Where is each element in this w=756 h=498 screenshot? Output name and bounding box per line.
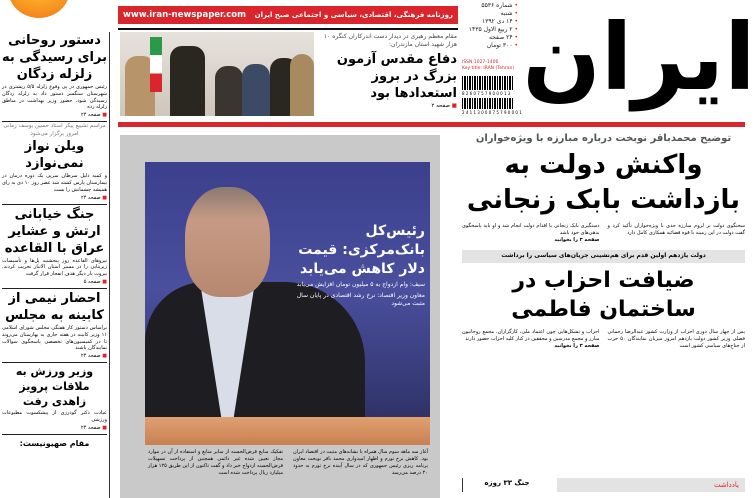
- story-text: احزاب و تشکل‌هایی چون اعتماد ملی، کارگزاران، مجمع روحانیون مبارز و مجمع مدرسین و محققین در کنار کلیه احزاب حضور دارند: [462, 328, 600, 342]
- issue-info: [462, 2, 518, 50]
- sun-logo: [8, 0, 70, 18]
- issn-number: ISSN 1027-1406: [462, 60, 499, 65]
- story[interactable]: [2, 205, 107, 289]
- red-divider: [118, 122, 745, 127]
- barcode-number: 2 4 1 1 3 0 0 0 7 5 7 9 0 0 0 1: [462, 110, 522, 115]
- top-story[interactable]: [318, 33, 457, 111]
- main-headline[interactable]: واکنش دولت به بازداشت بابک زنجانی: [466, 150, 741, 215]
- divider: [118, 28, 458, 30]
- page-count: • ۲۴ صفحه: [462, 34, 518, 42]
- story[interactable]: [2, 122, 107, 204]
- central-bank-photo: [145, 162, 430, 445]
- headline[interactable]: وزیر ورزش به ملاقات پرویز زاهدی رفت: [15, 365, 94, 409]
- page-ref: ■ صفحه ۲۴: [2, 112, 107, 119]
- right-column: [462, 132, 745, 350]
- story-text: رئیس جمهوری در پی وقوع زلزله ۵/۵ ریشتری در شهرستان سنگسر دستور داد به زلزله زدگان رسیدگی شود. حضور وزیر بهداشت در مناطق زلزله زده: [2, 84, 107, 111]
- story-text: و کمبه دلیل سرطان سرپی یک دوره درمان در بیمارستان پارس کشته شد عصر روز ۱۰ دی به رای همیشه چشمانش را بست: [2, 173, 107, 193]
- headline[interactable]: مقام صهیونیست:: [19, 438, 90, 448]
- website-link[interactable]: www.iran-newspaper.com: [123, 9, 247, 20]
- story-text: براساس دستور کار هفتگی مجلس شورای اسلامی ۱۱ وزیر کابینه در هفته جاری به بهارستان می‌روند تا در کمیسیون‌های تخصصی پاسخگوی سوالات نمایندگان باشند: [2, 324, 107, 352]
- story-body: [462, 223, 745, 244]
- page-ref: ■ صفحه ۵: [2, 279, 107, 286]
- story-text: نیروهای القاعده روز پنجشنبه پل‌ها و تأسیسات زیربنایی را در مسیر استان الانبار تخریب کردند. بیروت بار دیگر هدف انفجار قرار گرفت: [2, 257, 107, 278]
- column-divider: [109, 32, 110, 498]
- issue-number: • شماره ۵۵۳۶: [462, 2, 518, 10]
- photo-story-body: [148, 449, 428, 477]
- story-text: عیادت دکتر گودرزی از پیشکسوت مطبوعات ورزشی: [2, 410, 107, 423]
- story[interactable]: [2, 363, 107, 435]
- story[interactable]: [2, 31, 107, 122]
- issn: [462, 60, 518, 72]
- photo-caption[interactable]: [285, 222, 425, 309]
- kicker-bar: دولت یازدهم اولین قدم برای هم‌نشینی جریان‌های سیاسی را برداشت: [462, 250, 745, 263]
- headline[interactable]: جنگ خیابانی ارتش و عشایر عراق با القاعده: [4, 206, 105, 256]
- barcode: [462, 98, 514, 109]
- story-text: سخنگوی دولت بر لزوم مبارزه جدی با ویژه‌خواران تأکید کرد و گفت دولت در این زمینه با قوه قضائیه همکاری کامل دارد: [607, 223, 745, 236]
- newspaper-logo: ایران: [522, 4, 756, 111]
- story[interactable]: [2, 289, 107, 363]
- headline[interactable]: ویلن نواز نمی‌نوازد: [24, 139, 85, 172]
- subhead: سیف: وام ازدواج به ۵ میلیون تومان افزایش می‌یابد: [296, 281, 425, 288]
- headline[interactable]: احضار نیمی از کابینه به مجلس: [5, 290, 104, 323]
- story-text: دستگیری بابک زنجانی با اقدام دولت انجام شد و او باید پاسخگوی بدهی‌های خود باشد: [462, 223, 600, 236]
- meeting-photo: [120, 32, 314, 116]
- barcode-number: 8 2 6 0 7 5 7 9 0 0 0 1 3: [462, 91, 511, 96]
- story-teaser[interactable]: جنگ ۳۳ روزه: [462, 478, 551, 492]
- headline[interactable]: ضیافت احزاب در ساختمان فاطمی: [511, 267, 696, 322]
- story-text: پس از چهار سال دوری احزاب از وزارت کشور عبدالرضا رحمانی فضلی وزیر کشور دولت یازدهم امروز میزبان نمایندگان ۵۰ حزب از جناح‌های سیاسی کشور است: [607, 328, 745, 349]
- story-body: [462, 329, 745, 350]
- page-ref: صفحه ۳ را بخوانید: [554, 237, 600, 243]
- kicker: مقام معظم رهبری در دیدار دست اندرکاران کنگره ۱۰ هزار شهید استان مازندران:: [323, 33, 457, 48]
- note-section[interactable]: یادداشت: [557, 478, 745, 492]
- headline[interactable]: رئیس‌کل بانک‌مرکزی: قیمت دلار کاهش می‌یابد: [298, 223, 425, 277]
- bottom-boxes: [462, 478, 745, 492]
- weekday: • شنبه: [462, 10, 518, 18]
- page-ref: ■ صفحه ۲۴: [2, 353, 107, 360]
- masthead-bar: [118, 6, 458, 24]
- story-text: تفکیک منابع قرض‌الحسنه از سایر منابع و استفاده از آن در موارد مجاز تعیین شده غیر دائمی همچنین از پرداخت تسهیلات قرض‌الحسنه ازدواج خبر داد و گفت تاکنون از این طریق ۱۲۵ هزار میلیارد ریال پرداخت شده است: [148, 449, 283, 476]
- headline[interactable]: دفاع مقدس آزمون بزرگ در بروز استعدادها بود: [336, 52, 457, 101]
- key-title: Key title: IRAN (Tehran): [462, 66, 515, 71]
- kicker: مراسم تشییع پیکر استاد حسین یوسف زمانی امروز برگزار می‌شود: [3, 123, 106, 137]
- tagline: روزنامه فرهنگی، اقتصادی، سیاسی و اجتماعی صبح ایران: [254, 11, 453, 19]
- page-ref: ■ صفحه ۲: [318, 103, 457, 111]
- date-lunar: • ۲ ربیع الاول ۱۴۳۵: [462, 26, 518, 34]
- story[interactable]: [2, 435, 107, 449]
- page-ref: ■ صفحه ۲۴: [2, 195, 107, 202]
- subhead: معاون وزیر اقتصاد: نرخ رشد اقتصادی در پایان سال مثبت می‌شود: [296, 291, 425, 307]
- story-text: آغاز سه ماهه سوم سال همراه با نشانه‌های مثبت در اقتصاد ایران بود. کاهش نرخ تورم و اظهار امیدواری محمد باقر نوبخت معاون برنامه ریزی رئیس جمهوری که در سال آینده نرخ تورم به حدود ۲۰ درصد می‌رسد: [293, 449, 428, 476]
- barcode: [462, 76, 514, 90]
- left-column: [2, 31, 107, 449]
- page-ref: ■ صفحه ۲۴: [2, 425, 107, 432]
- headline[interactable]: دستور روحانی برای رسیدگی به زلزله زدگان: [2, 33, 107, 82]
- kicker: توضیح محمدباقر نوبخت درباره مبارزه با ویژه‌خواران: [475, 133, 732, 144]
- page-ref: صفحه ۳ را بخوانید: [554, 342, 600, 349]
- price: • ۳۰۰ تومان: [462, 42, 518, 50]
- date-solar: • ۱۴ دی ۱۳۹۲: [462, 18, 518, 26]
